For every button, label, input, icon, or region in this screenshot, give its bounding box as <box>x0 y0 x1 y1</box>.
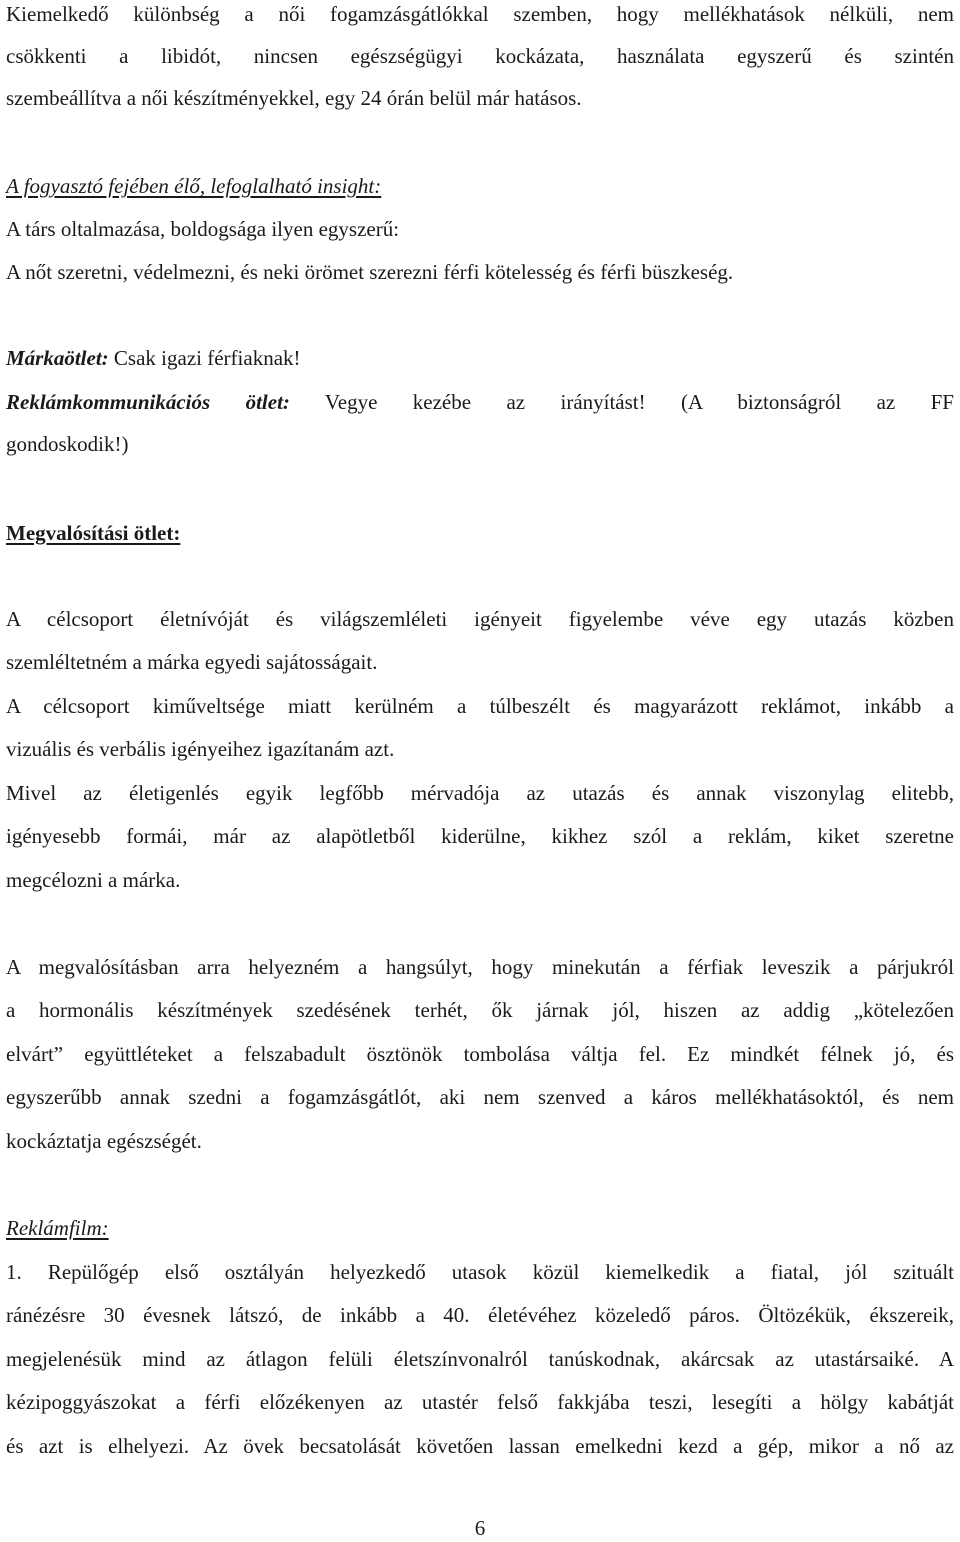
film-heading <box>6 1214 954 1242</box>
intro-line-3: szembeállítva a női készítményekkel, egy 24 órán belül már hatásos. <box>6 86 582 110</box>
ad-idea-label: Reklámkommunikációs ötlet: <box>6 390 290 414</box>
emphasis-line-2: a hormonális készítmények szedésének terhét, ők járnak jól, hiszen az addig „kötelezően <box>6 998 954 1022</box>
film-line-2: ránézésre 30 évesnek látszó, de inkább a 40. életévéhez közeledő páros. Öltözékük, ékszereik, <box>6 1303 954 1327</box>
realization-heading-text: Megvalósítási ötlet: <box>6 521 181 545</box>
realization-p2-line-2: vizuális és verbális igényeihez igazítanám azt. <box>6 737 395 761</box>
realization-p1-line-2: szemléltetném a márka egyedi sajátosságait. <box>6 650 378 674</box>
realization-p3-line-1: Mivel az életigenlés egyik legfőbb mérvadója az utazás és annak viszonylag elitebb, <box>6 781 954 805</box>
film-heading-text: Reklámfilm: <box>6 1216 109 1240</box>
emphasis-line-1: A megvalósításban arra helyezném a hangsúlyt, hogy minekután a férfiak leveszik a párjukról <box>6 955 954 979</box>
film-line-1: 1. Repülőgép első osztályán helyezkedő utasok közül kiemelkedik a fiatal, jól szituált <box>6 1260 954 1284</box>
emphasis-line-3: elvárt” együttléteket a felszabadult ösztönök tombolása váltja fel. Ez mindkét félnek jó, és <box>6 1042 954 1066</box>
realization-p1-line-1: A célcsoport életnívóját és világszemléleti igényeit figyelembe véve egy utazás közben <box>6 607 954 631</box>
intro-line-1: Kiemelkedő különbség a női fogamzásgátlókkal szemben, hogy mellékhatások nélküli, nem <box>6 2 954 26</box>
brand-idea-label: Márkaötlet: <box>6 346 109 370</box>
realization-p3-line-2: igényesebb formái, már az alapötletből kiderülne, kikhez szól a reklám, kiket szeretne <box>6 824 954 848</box>
intro-line-2: csökkenti a libidót, nincsen egészségügyi kockázata, használata egyszerű és szintén <box>6 44 954 68</box>
realization-heading <box>6 519 954 547</box>
brand-idea-text: Csak igazi férfiaknak! <box>108 346 301 370</box>
ad-idea <box>6 388 954 416</box>
film-line-4: kézipoggyászokat a férfi előzékenyen az utastér felső fakkjába teszi, lesegíti a hölgy kabátját <box>6 1390 954 1414</box>
emphasis-line-4: egyszerűbb annak szedni a fogamzásgátlót, aki nem szenved a káros mellékhatásoktól, és nem <box>6 1085 954 1109</box>
realization-p3-line-3: megcélozni a márka. <box>6 868 181 892</box>
insight-line-1: A társ oltalmazása, boldogsága ilyen egyszerű: <box>6 217 400 241</box>
insight-heading-text: A fogyasztó fejében élő, lefoglalható insight: <box>6 174 382 198</box>
page-number: 6 <box>474 1516 486 1540</box>
insight-heading <box>6 172 954 200</box>
emphasis-line-5: kockáztatja egészségét. <box>6 1129 202 1153</box>
ad-idea-text: Vegye kezébe az irányítást! (A biztonságról az FF <box>289 390 954 414</box>
brand-idea <box>6 344 954 372</box>
film-line-3: megjelenésük mind az átlagon felüli életszínvonalról tanúskodnak, akárcsak az utastársaiké. A <box>6 1347 954 1371</box>
film-line-5: és azt is elhelyezi. Az övek becsatolását követően lassan emelkedni kezd a gép, mikor a nő az <box>6 1434 954 1458</box>
insight-line-2: A nőt szeretni, védelmezni, és neki örömet szerezni férfi kötelesség és férfi büszkeség. <box>6 260 734 284</box>
realization-p2-line-1: A célcsoport kiműveltsége miatt kerülném a túlbeszélt és magyarázott reklámot, inkább a <box>6 694 954 718</box>
ad-idea-line-2: gondoskodik!) <box>6 432 129 456</box>
